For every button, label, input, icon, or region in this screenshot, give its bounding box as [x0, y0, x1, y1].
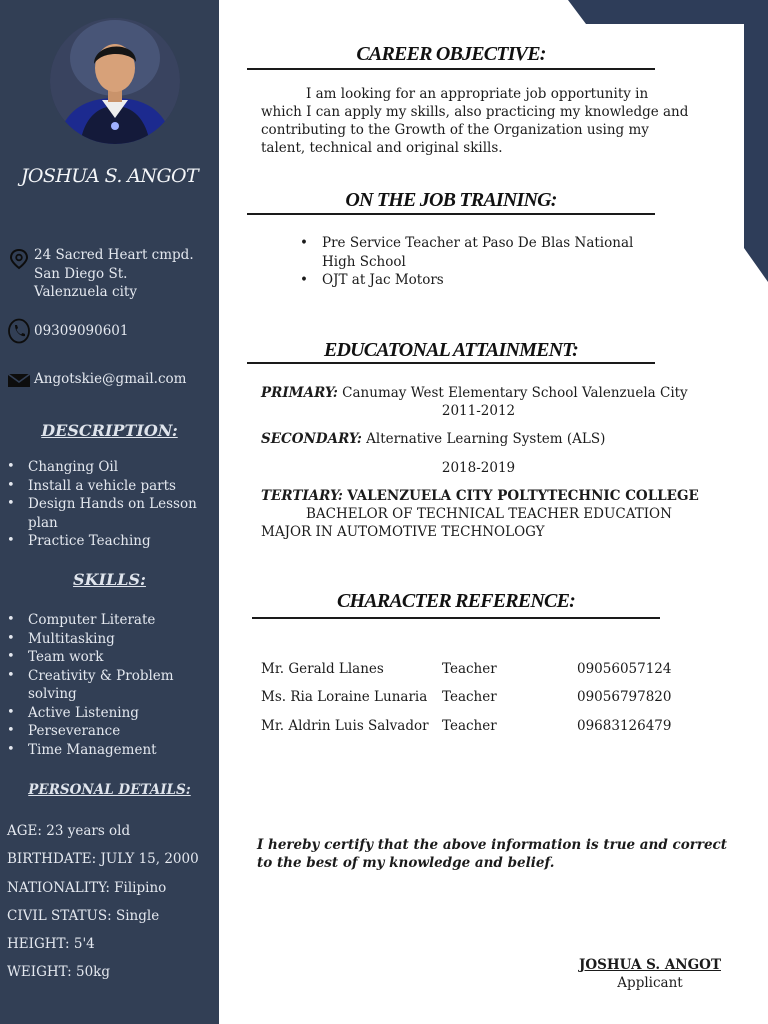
list-item: • Computer Literate [6, 611, 214, 630]
profile-photo [50, 18, 180, 144]
signature-name: JOSHUA S. ANGOT [578, 957, 721, 973]
ojt-heading: ON THE JOB TRAINING: [345, 189, 557, 211]
table-row [261, 718, 721, 738]
phone-icon [6, 318, 32, 344]
secondary-school: Alternative Learning System (ALS) [366, 431, 606, 447]
personal-birthdate: BIRTHDATE: JULY 15, 2000 [7, 851, 199, 867]
education-heading: EDUCATONAL ATTAINMENT: [323, 339, 579, 361]
envelope-icon [6, 367, 32, 393]
tertiary-school: VALENZUELA CITY POLTYTECHNIC COLLEGE [347, 488, 699, 504]
divider [247, 362, 655, 364]
primary-label: PRIMARY: [261, 385, 338, 401]
description-heading: DESCRIPTION: [41, 421, 178, 440]
degree: BACHELOR OF TECHNICAL TEACHER EDUCATION [306, 506, 672, 522]
primary-school: Canumay West Elementary School Valenzuela City [342, 385, 688, 401]
primary-years: 2011-2012 [441, 403, 516, 419]
signature-role: Applicant [617, 975, 683, 991]
description-list [6, 458, 214, 551]
skills-heading: SKILLS: [73, 570, 146, 589]
address-block [6, 246, 216, 302]
reference-phone: 09683126479 [577, 718, 672, 734]
reference-phone: 09056057124 [577, 661, 672, 677]
table-row [261, 661, 721, 681]
list-item: • Active Listening [6, 704, 214, 723]
list-item: • OJT at Jac Motors [300, 271, 660, 290]
address-line: 24 Sacred Heart cmpd. [34, 247, 194, 263]
personal-age: AGE: 23 years old [7, 823, 131, 839]
table-row [261, 689, 721, 709]
list-item: • Changing Oil [6, 458, 214, 477]
list-item: • Design Hands on Lesson plan [6, 495, 214, 532]
phone-number: 09309090601 [34, 323, 129, 339]
personal-weight: WEIGHT: 50kg [7, 964, 110, 980]
list-item: • Team work [6, 648, 214, 667]
character-reference-heading: CHARACTER REFERENCE: [337, 590, 575, 612]
list-item: • Practice Teaching [6, 532, 214, 551]
tertiary-label: TERTIARY: [261, 488, 343, 504]
ojt-list [300, 234, 660, 290]
location-pin-icon [6, 246, 32, 272]
education-secondary [261, 430, 701, 448]
reference-name: Ms. Ria Loraine Lunaria [261, 689, 428, 705]
education-primary [261, 384, 701, 402]
list-item: • Install a vehicle parts [6, 477, 214, 496]
personal-civil-status: CIVIL STATUS: Single [7, 908, 160, 924]
address-line: Valenzuela city [34, 284, 137, 300]
email-block [6, 367, 216, 393]
major: MAJOR IN AUTOMOTIVE TECHNOLOGY [261, 524, 545, 540]
reference-role: Teacher [442, 718, 497, 734]
phone-block [6, 318, 216, 344]
certification-statement: I hereby certify that the above information is true and correct to the best of my knowledge and belief. [257, 837, 728, 871]
reference-name: Mr. Aldrin Luis Salvador [261, 718, 429, 734]
reference-role: Teacher [442, 661, 497, 677]
profile-photo-illustration [50, 18, 180, 144]
divider [247, 213, 655, 215]
address-line: San Diego St. [34, 265, 128, 282]
list-item: • Time Management [6, 741, 214, 760]
email-address: Angotskie@gmail.com [34, 371, 187, 387]
divider [247, 68, 655, 70]
list-item: • Multitasking [6, 630, 214, 649]
career-objective-text: I am looking for an appropriate job opportunity in which I can apply my skills, also practicing my knowledge and contributing to the Growth of the Organization using my talent, technical and original skills. [261, 86, 689, 156]
personal-nationality: NATIONALITY: Filipino [7, 880, 167, 896]
list-item: • Pre Service Teacher at Paso De Blas National High School [300, 234, 660, 271]
personal-details-heading: PERSONAL DETAILS: [28, 782, 191, 798]
reference-phone: 09056797820 [577, 689, 672, 705]
reference-role: Teacher [442, 689, 497, 705]
divider [252, 617, 660, 619]
applicant-name: JOSHUA S. ANGOT [20, 165, 199, 187]
personal-height: HEIGHT: 5'4 [7, 936, 95, 952]
list-item: • Perseverance [6, 722, 214, 741]
list-item: • Creativity & Problem solving [6, 667, 214, 704]
skills-list [6, 611, 214, 759]
reference-name: Mr. Gerald Llanes [261, 661, 384, 677]
education-tertiary [261, 487, 701, 505]
secondary-label: SECONDARY: [261, 431, 362, 447]
secondary-years: 2018-2019 [441, 460, 516, 476]
sidebar [0, 0, 219, 1024]
career-objective-heading: CAREER OBJECTIVE: [356, 43, 546, 65]
